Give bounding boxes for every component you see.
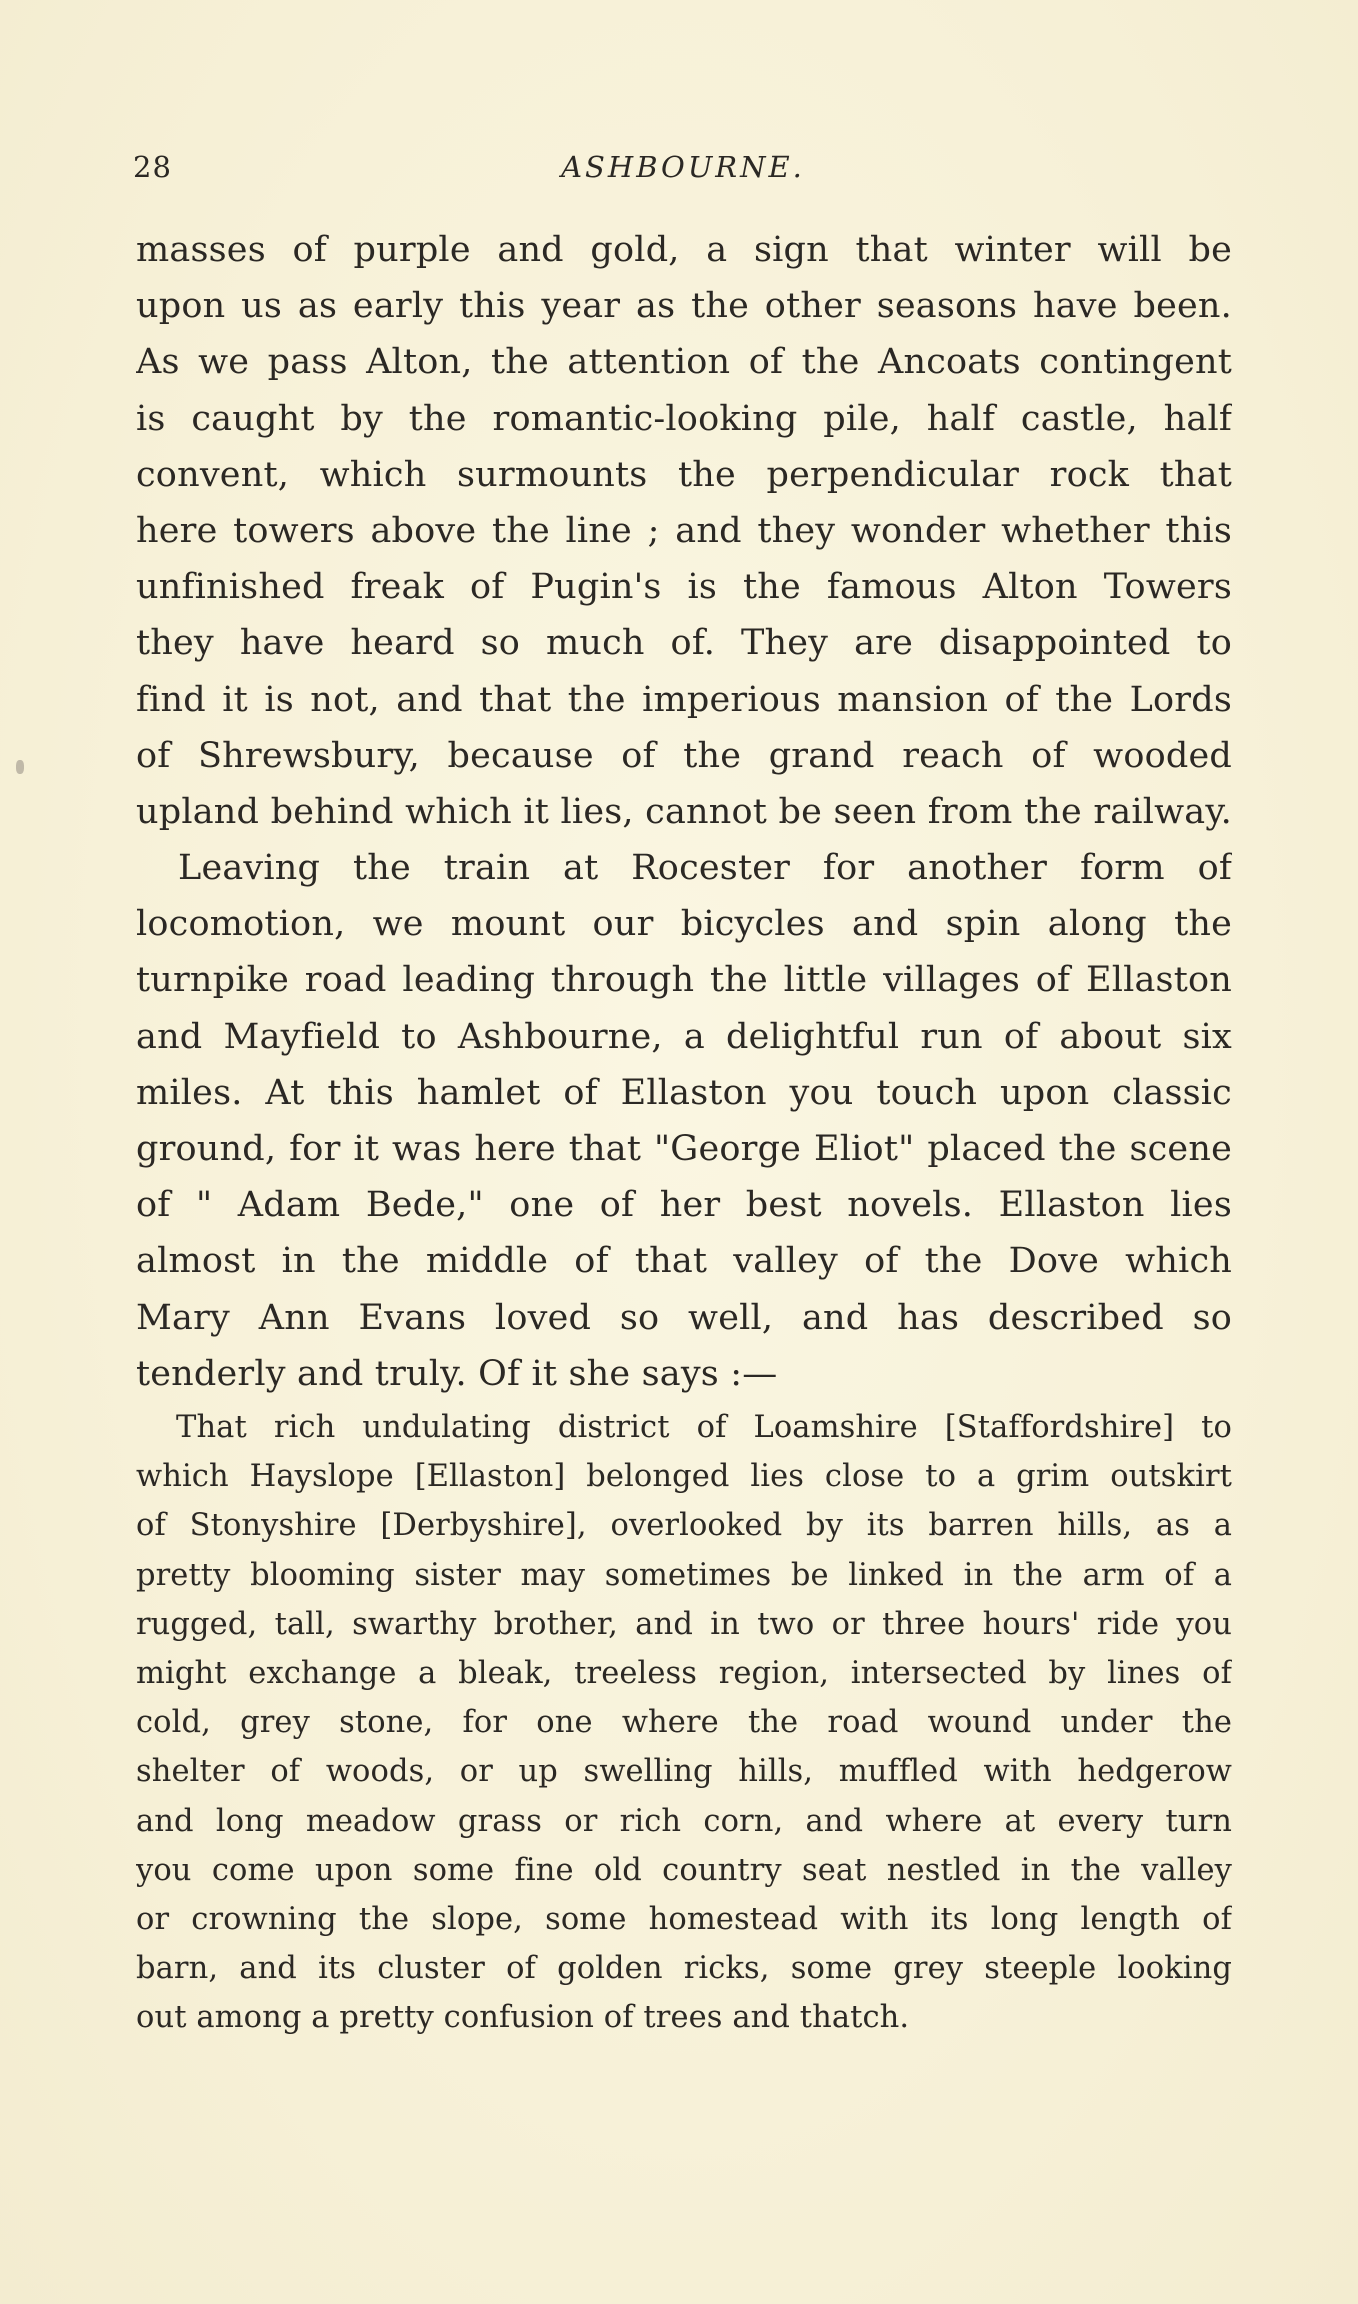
text-line: masses of purple and gold, a sign that winter will be: [136, 230, 1232, 270]
text-line: upland behind which it lies, cannot be seen from the railway.: [136, 791, 1232, 832]
text-line: ground, for it was here that "George Eliot" placed the scene: [136, 1129, 1232, 1169]
quote-line: and long meadow grass or rich corn, and where at every turn: [136, 1803, 1232, 1839]
text-line: here towers above the line ; and they wonder whether this: [136, 510, 1232, 551]
running-title: ASHBOURNE.: [561, 150, 805, 184]
quote-line: shelter of woods, or up swelling hills, muffled with hedgerow: [136, 1754, 1232, 1790]
text-line: find it is not, and that the imperious mansion of the Lords: [136, 679, 1232, 720]
paper-speck: [16, 760, 24, 774]
quote-line: pretty blooming sister may sometimes be linked in the arm of a: [136, 1557, 1232, 1593]
text-line: upon us as early this year as the other seasons have been.: [136, 286, 1232, 327]
text-line: almost in the middle of that valley of the Dove which: [136, 1241, 1232, 1282]
quote-line: might exchange a bleak, treeless region, intersected by lines of: [136, 1655, 1232, 1691]
quote-line: which Hayslope [Ellaston] belonged lies close to a grim outskirt: [136, 1459, 1232, 1495]
quote-line: barn, and its cluster of golden ricks, some grey steeple looking: [136, 1951, 1232, 1987]
text-line: turnpike road leading through the little villages of Ellaston: [136, 960, 1232, 1001]
quote-line: you come upon some fine old country seat nestled in the valley: [136, 1852, 1232, 1888]
text-line: is caught by the romantic-looking pile, half castle, half: [136, 398, 1232, 439]
text-line: they have heard so much of. They are disappointed to: [136, 623, 1232, 664]
text-line: and Mayfield to Ashbourne, a delightful run of about six: [136, 1016, 1232, 1057]
text-line: tenderly and truly. Of it she says :—: [136, 1353, 778, 1394]
text-line: locomotion, we mount our bicycles and spin along the: [136, 904, 1232, 945]
text-line: Mary Ann Evans loved so well, and has described so: [136, 1297, 1232, 1338]
page-number: 28: [133, 150, 172, 184]
quote-line: of Stonyshire [Derbyshire], overlooked by its barren hills, as a: [136, 1508, 1232, 1544]
body-paragraphs: [136, 222, 1232, 1402]
quote-line: out among a pretty confusion of trees and thatch.: [136, 2000, 910, 2036]
text-line: Leaving the train at Rocester for another form of: [178, 848, 1232, 889]
block-quote: [136, 1403, 1232, 2042]
quote-line: That rich undulating district of Loamshire [Staffordshire] to: [176, 1410, 1232, 1445]
page-header: [133, 150, 1233, 190]
quote-line: rugged, tall, swarthy brother, and in two or three hours' ride you: [136, 1606, 1232, 1642]
text-line: unfinished freak of Pugin's is the famous Alton Towers: [136, 567, 1232, 608]
text-line: As we pass Alton, the attention of the Ancoats contingent: [136, 342, 1232, 383]
text-line: miles. At this hamlet of Ellaston you touch upon classic: [136, 1072, 1232, 1113]
text-line: of Shrewsbury, because of the grand reach of wooded: [136, 735, 1232, 776]
quote-line: cold, grey stone, for one where the road wound under the: [136, 1705, 1232, 1741]
text-line: of " Adam Bede," one of her best novels. Ellaston lies: [136, 1185, 1232, 1226]
text-line: convent, which surmounts the perpendicular rock that: [136, 454, 1232, 495]
quote-line: or crowning the slope, some homestead with its long length of: [136, 1901, 1232, 1937]
